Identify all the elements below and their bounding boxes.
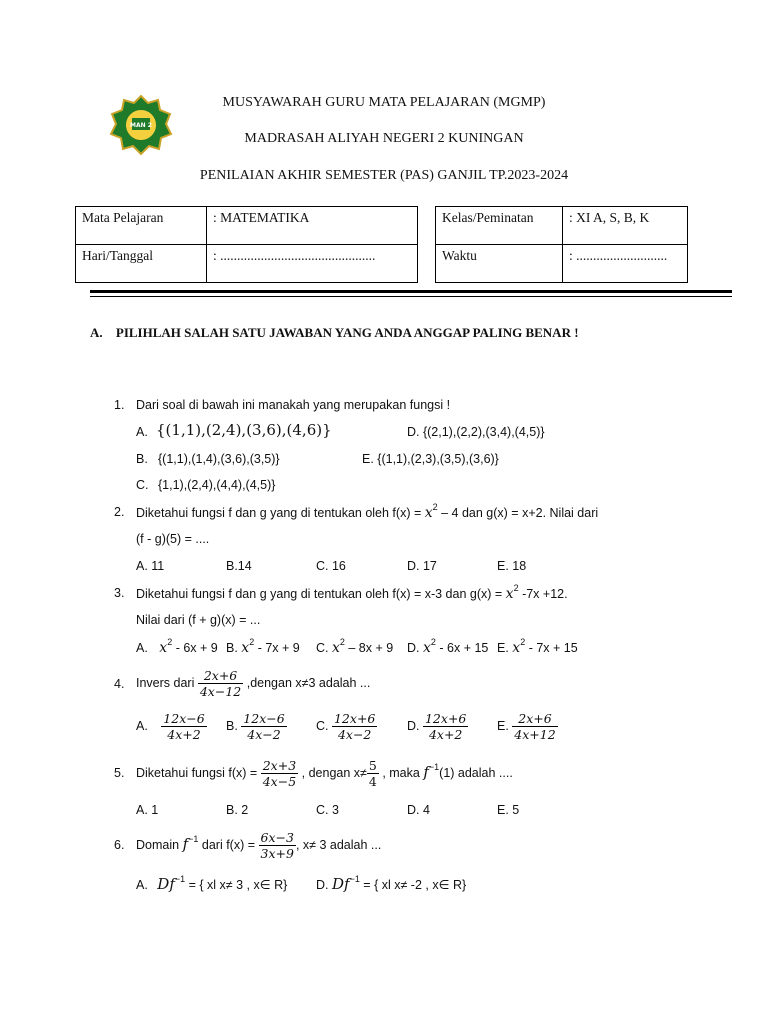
section-instruction: PILIHLAH SALAH SATU JAWABAN YANG ANDA ANGGAP PALING BENAR ! (115, 325, 579, 340)
q1-text: Dari soal di bawah ini manakah yang merupakan fungsi ! (136, 398, 451, 412)
q5-option-e: E. 5 (497, 803, 520, 817)
q2-option-a: A. 11 (136, 559, 165, 573)
q2-number: 2. (114, 505, 125, 519)
q2-text: Diketahui fungsi f dan g yang di tentukan oleh $f(x) = x^2 - 4$ dan g(x) = x+2. Nilai dari (136, 502, 599, 521)
q5-option-b: B. 2 (226, 803, 249, 817)
q1-option-b-label: B. (136, 452, 148, 466)
q2-option-c: C. 16 (316, 559, 346, 573)
q6-text: Domain $f^{-1}$ dari f(x) = $\frac{6x-3}{3x+9}$ , x≠ 3 adalah ... (136, 830, 382, 862)
section-letter: A. (90, 325, 103, 340)
q4-option-a: A. $\frac{12x-6}{4x+2}$ (136, 711, 205, 743)
class-value: : XI A, S, B, K (563, 207, 688, 245)
q4-option-e: E. $\frac{2x+6}{4x+12}$ (497, 711, 556, 743)
divider-thin (90, 296, 732, 297)
q1-option-c-label: C. (136, 478, 149, 492)
date-label: Hari/Tanggal (76, 245, 207, 283)
date-value: : .............................................. (207, 245, 418, 283)
q1-option-d: D. {(2,1),(2,2),(3,4),(4,5)} (407, 425, 545, 439)
subject-label: Mata Pelajaran (76, 207, 207, 245)
q3-text: Diketahui fungsi f dan g yang di tentukan oleh f(x) = x-3 dan $g(x) = x^2$ -7x +12. (136, 583, 568, 602)
q4-option-c: C. $\frac{12x+6}{4x-2}$ (316, 711, 376, 743)
q2-text-line2: (f - g)(5) = .... (136, 532, 210, 546)
q6-option-a: A. $Df^{-1}$ = { xl x≠ 3 , x∈ R} (136, 874, 288, 893)
q4-option-d: D. $\frac{12x+6}{4x+2}$ (407, 711, 467, 743)
q3-option-c: C. $x^2 - 8x + 9$ (316, 637, 394, 656)
subject-value: : MATEMATIKA (207, 207, 418, 245)
q5-option-d: D. 4 (407, 803, 430, 817)
q2-option-e: E. 18 (497, 559, 527, 573)
q6-option-d: D. $Df^{-1}$ = { xl x≠ -2 , x∈ R} (316, 874, 467, 893)
q3-option-d: D. $x^2 - 6x + 15$ (407, 637, 489, 656)
q5-number: 5. (114, 766, 125, 780)
divider-thick (90, 290, 732, 293)
q1-option-b: {(1,1),(1,4),(3,6),(3,5)} (158, 452, 280, 466)
q2-option-d: D. 17 (407, 559, 437, 573)
q4-text: Invers dari $\frac{2x+6}{4x-12}$ ,dengan x≠3 adalah ... (136, 668, 371, 700)
q4-option-b: B. $\frac{12x-6}{4x-2}$ (226, 711, 285, 743)
q1-option-a-label: A. (136, 425, 148, 439)
time-value: : ........................... (563, 245, 688, 283)
subject-info-table (75, 206, 418, 283)
q3-number: 3. (114, 586, 125, 600)
q5-option-c: C. 3 (316, 803, 339, 817)
q6-number: 6. (114, 838, 125, 852)
q1-number: 1. (114, 398, 125, 412)
q1-option-a: {(1,1),(2,4),(3,6),(4,6)} (156, 421, 332, 439)
header-title-school: MADRASAH ALIYAH NEGERI 2 KUNINGAN (244, 131, 524, 146)
q3-text-line2: Nilai dari (f + g)(x) = ... (136, 613, 261, 627)
logo-text: MAN 2 (130, 122, 152, 129)
class-label: Kelas/Peminatan (436, 207, 563, 245)
q5-text: Diketahui fungsi f(x) = $\frac{2x+3}{4x-5}$ , dengan x≠ $\frac{5}{4}$ , maka $f^{-1}(1)$ adalah .... (136, 758, 513, 790)
q5-option-a: A. 1 (136, 803, 159, 817)
q1-option-c: {1,1),(2,4),(4,4),(4,5)} (158, 478, 276, 492)
q3-option-e: E. $x^2 - 7x + 15$ (497, 637, 578, 656)
class-info-table (435, 206, 688, 283)
header-title-mgmp: MUSYAWARAH GURU MATA PELAJARAN (MGMP) (222, 95, 546, 110)
q4-number: 4. (114, 677, 125, 691)
q2-option-b: B.14 (226, 559, 252, 573)
section-title (90, 325, 579, 341)
q3-option-b: B. $x^2 - 7x + 9$ (226, 637, 300, 656)
time-label: Waktu (436, 245, 563, 283)
q1-option-e: E. {(1,1),(2,3),(3,5),(3,6)} (362, 452, 499, 466)
header-title-exam: PENILAIAN AKHIR SEMESTER (PAS) GANJIL TP.2023-2024 (199, 168, 569, 183)
q4-fraction: $\frac{2x+6}{4x-12}$ (199, 668, 242, 700)
q3-option-a: A. $x^2 - 6x + 9$ (136, 637, 218, 656)
